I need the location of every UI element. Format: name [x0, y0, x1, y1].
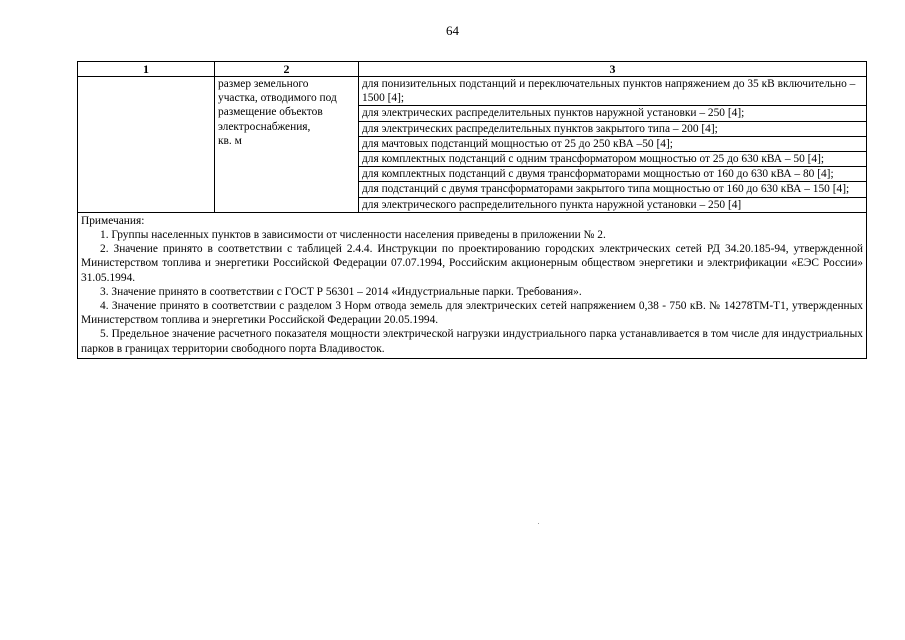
- cell-col2: [215, 77, 359, 213]
- column-header-1: 1: [78, 62, 215, 77]
- value-entry: для электрических распределительных пунктов наружной установки – 250 [4];: [359, 106, 866, 121]
- scan-speck: [538, 523, 539, 524]
- value-entry: для мачтовых подстанций мощностью от 25 до 250 кВА –50 [4];: [359, 137, 866, 152]
- page-number: 64: [446, 23, 459, 38]
- parameter-line: размер земельного: [218, 78, 309, 90]
- value-entry: для подстанций с двумя трансформаторами закрытого типа мощностью от 160 до 630 кВА – 150 [4];: [359, 182, 866, 197]
- parameter-line: участка, отводимого под: [218, 92, 337, 105]
- table-row: [78, 77, 867, 213]
- parameter-line: кв. м: [218, 134, 242, 147]
- value-entry: для электрического распределительного пункта наружной установки – 250 [4]: [362, 198, 742, 211]
- note-item: 1. Группы населенных пунктов в зависимости от численности населения приведены в приложении № 2.: [100, 229, 606, 242]
- notes-title: Примечания:: [81, 214, 145, 227]
- parameter-line: электроснабжения,: [218, 120, 311, 133]
- notes-cell: [78, 212, 867, 358]
- value-entry: для комплектных подстанций с двумя трансформаторами мощностью от 160 до 630 кВА – 80 [4];: [359, 167, 866, 182]
- norms-table: [77, 61, 867, 359]
- value-entry: для электрических распределительных пунктов закрытого типа – 200 [4];: [359, 122, 866, 137]
- value-entry: для комплектных подстанций с одним трансформатором мощностью от 25 до 630 кВА – 50 [4];: [359, 152, 866, 167]
- note-item: 5. Предельное значение расчетного показателя мощности электрической нагрузки индустриального парка устанавливается в том числе для индустриальных парков в границах территории свободного порта Владивосток.: [81, 328, 863, 355]
- column-header-3: 3: [359, 62, 867, 77]
- note-item: 3. Значение принято в соответствии с ГОСТ Р 56301 – 2014 «Индустриальные парки. Требования».: [100, 285, 582, 298]
- note-item: 4. Значение принято в соответствии с разделом 3 Норм отвода земель для электрических сетей напряжением 0,38 - 750 кВ. № 14278ТМ-Т1, утвержденных Министерством топлива и энергетики Российской Федерации 20.05.1994.: [81, 300, 863, 327]
- parameter-line: размещение объектов: [218, 106, 323, 119]
- column-header-2: 2: [215, 62, 359, 77]
- cell-col3: [359, 77, 867, 213]
- table-header-row: [78, 62, 867, 77]
- cell-col1: [78, 77, 215, 213]
- value-entry: для понизительных подстанций и переключательных пунктов напряжением до 35 кВ включительно – 1500 [4];: [359, 77, 866, 106]
- notes-row: [78, 212, 867, 358]
- note-item: 2. Значение принято в соответствии с таблицей 2.4.4. Инструкции по проектированию городских электрических сетей РД 34.20.185-94, утвержденной Министерством топлива и энергетики Российской Федерации 07.07.1994, Российским акционерным обществом энергетики и электрификации «ЕЭС России» 31.05.1994.: [81, 243, 863, 284]
